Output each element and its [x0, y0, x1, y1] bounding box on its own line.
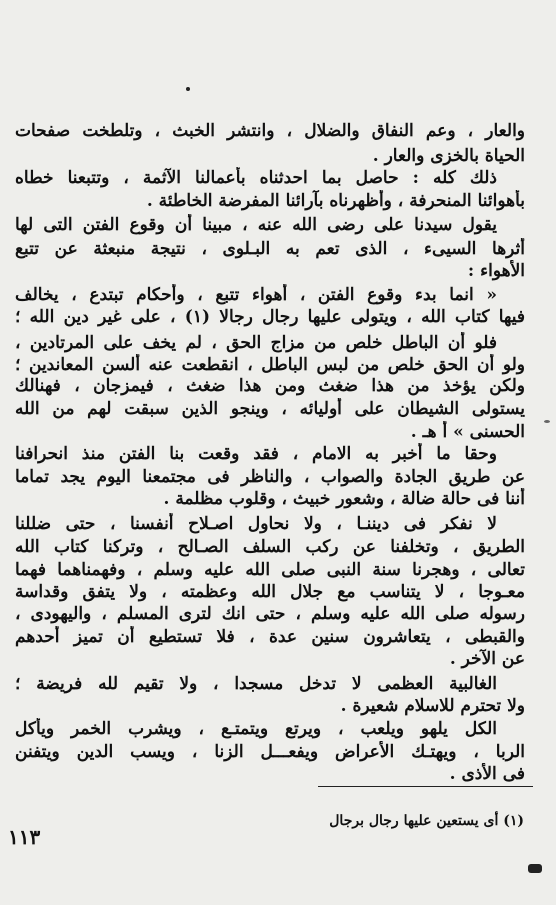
ink-speck-right-margin [544, 420, 550, 423]
body-line: ولو أن الحق خلص من لبس الباطل ، انقطعت عنه ألسن المعاندين ؛ [15, 355, 525, 375]
body-line: ولكن يؤخذ من هذا ضغث ومن هذا ضغث ، فيمزجان ، فهنالك [15, 376, 525, 396]
body-line: تعالى ، وهجرنا سنة النبى صلى الله عليه وسلم ، وفهمناهما فهما [15, 560, 525, 580]
body-line: عن الآخر . [449, 649, 525, 669]
body-line: أننا فى حالة ضالة ، وشعور خبيث ، وقلوب مظلمة . [163, 489, 525, 509]
body-line: الكل يلهو ويلعب ، ويرتع ويتمتـع ، ويشرب الخمر ويأكل [15, 719, 497, 739]
footnote-divider [318, 786, 533, 787]
body-line: معـوجا ، لا يتناسب مع جلال الله وعظمته ، ولا يتفق وقداسة [15, 582, 525, 602]
body-line: رسوله صلى الله عليه وسلم ، حتى انك لترى المسلم ، واليهودى ، [15, 604, 525, 624]
body-line: يستولى الشيطان على أوليائه ، وينجو الذين سبقت لهم من الله [15, 399, 525, 419]
body-line: والعار ، وعم النفاق والضلال ، وانتشر الخبث ، وتلطخت صفحات [15, 121, 525, 141]
body-line: فى الأذى . [449, 764, 525, 784]
body-line: الطريق ، وتخلفنا عن ركب السلف الصـالح ، وتركنا كتاب الله [15, 537, 525, 557]
body-line: بأهوائنا المنحرفة ، وأظهرناه بآرائنا المفرضة الخاطئة . [146, 191, 525, 211]
body-line: الحياة بالخزى والعار . [372, 146, 525, 166]
body-line: وحقا ما أخبر به الامام ، فقد وقعت بنا الفتن منذ انحرافنا [15, 444, 497, 464]
body-line: الربا ، ويهتـك الأعراض ويفعـــل الزنا ، ويسب الدين ويتفنن [15, 742, 525, 762]
footnote: (١) أى يستعين عليها رجال برجال [329, 813, 524, 829]
body-line: ذلك كله : حاصل بما احدثناه بأعمالنا الآثمة ، وتتبعنا خطاه [15, 168, 497, 188]
ink-speck-bottom-right [528, 864, 542, 873]
body-line: أثرها السيىء ، الذى تعم به البـلوى ، نتيجة منبعثة عن تتبع [15, 239, 525, 259]
page-number: ١١٣ [8, 825, 41, 849]
body-line: الأهواء : [467, 261, 525, 281]
body-line: عن طريق الجادة والصواب ، والناظر فى مجتمعنا اليوم يجد تماما [15, 467, 525, 487]
body-line: يقول سيدنا على رضى الله عنه ، مبينا أن وقوع الفتن التى لها [15, 215, 497, 235]
body-line: الحسنى » أ هـ . [410, 422, 525, 442]
body-line: فلو أن الباطل خلص من مزاج الحق ، لم يخف على المرتادين ، [15, 333, 497, 353]
body-line: والقبطى ، يتعاشرون سنين عدة ، فلا تستطيع أن تميز أحدهم [15, 627, 525, 647]
body-line: فيها كتاب الله ، ويتولى عليها رجال رجالا (١) ، على غير دين الله ؛ [15, 307, 525, 327]
body-line: « انما بدء وقوع الفتن ، أهواء تتبع ، وأحكام تبتدع ، يخالف [15, 285, 497, 305]
body-line: الغالبية العظمى لا تدخل مسجدا ، ولا تقيم لله فريضة ؛ [15, 674, 497, 694]
body-line: لا نفكر فى ديننـا ، ولا نحاول اصـلاح أنفسنا ، حتى ضللنا [15, 514, 497, 534]
body-line: ولا تحترم للاسلام شعيرة . [340, 696, 525, 716]
ink-speck-top [186, 87, 190, 91]
